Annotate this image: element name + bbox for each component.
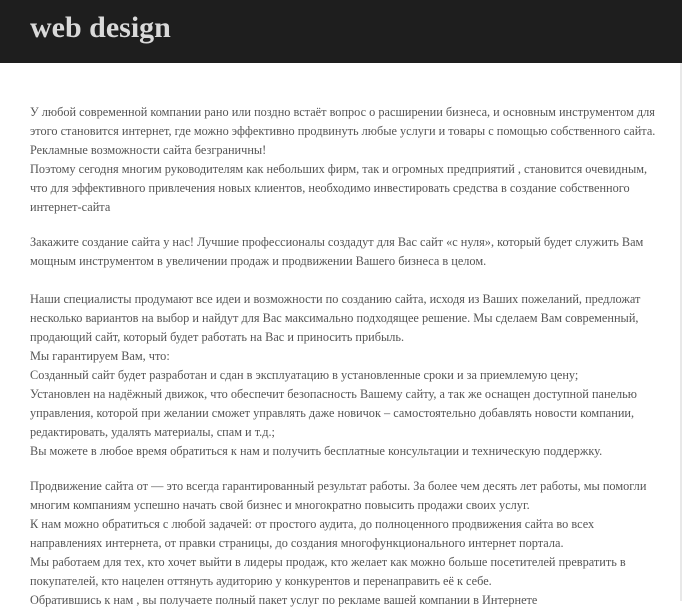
site-title: web design <box>30 11 171 44</box>
text-line: продающий сайт, который будет работать на Вас и приносить прибыль. <box>30 330 405 344</box>
text-line: Вы можете в любое время обратиться к нам и получить бесплатные консультации и техническую поддержку. <box>30 444 603 458</box>
text-line: Продвижение сайта от — это всегда гарантированный результат работы. За более чем десять лет работы, мы помогли <box>30 479 647 493</box>
paragraph-gap <box>30 461 645 477</box>
text-line: Мы гарантируем Вам, что: <box>30 349 170 363</box>
text-line: покупателей, кто нацелен оттянуть аудиторию у конкурентов и перенаправить её к себе. <box>30 574 492 588</box>
paragraph-gap <box>30 271 645 290</box>
text-line: интернет-сайта <box>30 200 111 214</box>
paragraph-specialists <box>30 290 645 461</box>
text-line: несколько вариантов на выбор и найдут для Вас максимально подходящее решение. Мы сделаем Вам современный, <box>30 311 639 325</box>
text-line: многим компаниям успешно начать свой бизнес и многократно повысить продажи своих услуг. <box>30 498 530 512</box>
text-line: Наши специалисты продумают все идеи и возможности по созданию сайта, исходя из Ваших пожеланий, предложат <box>30 292 641 306</box>
paragraph-intro <box>30 103 656 217</box>
text-line: что для эффективного привлечения новых клиентов, необходимо инвестировать средства в создание собственного <box>30 181 630 195</box>
text-line: Созданный сайт будет разработан и сдан в эксплуатацию в установленные сроки и за приемлемую цену; <box>30 368 579 382</box>
paragraph-order <box>30 233 645 271</box>
text-line: этого становится интернет, где можно эффективно продвинуть любые услуги и товары с помощью собственного сайта. <box>30 124 656 138</box>
text-line: К нам можно обратиться с любой задачей: от простого аудита, до полноценного продвижения сайта во всех <box>30 517 595 531</box>
text-line: Рекламные возможности сайта безграничны! <box>30 143 267 157</box>
text-line: Закажите создание сайта у нас! Лучшие профессионалы создадут для Вас сайт «с нуля», который будет служить Вам <box>30 235 644 249</box>
site-header <box>0 0 682 63</box>
paragraph-gap <box>30 217 645 233</box>
text-line: Обратившись к нам , вы получаете полный пакет услуг по рекламе вашей компании в Интернете <box>30 593 538 607</box>
text-line: мощным инструментом в увеличении продаж и продвижении Вашего бизнеса в целом. <box>30 254 487 268</box>
text-line: Установлен на надёжный движок, что обеспечит безопасность Вашему сайту, а так же оснащен доступной панелью <box>30 387 637 401</box>
article-body <box>30 103 656 610</box>
paragraph-promotion <box>30 477 645 610</box>
text-line: направлениях интернета, от правки страницы, до создания многофункционального интернет портала. <box>30 536 564 550</box>
text-line: Поэтому сегодня многим руководителям как небольших фирм, так и огромных предприятий , становится очевидным, <box>30 162 648 176</box>
text-line: редактировать, удалять материалы, спам и т.д.; <box>30 425 275 439</box>
text-line: У любой современной компании рано или поздно встаёт вопрос о расширении бизнеса, и основным инструментом для <box>30 105 655 119</box>
text-line: Мы работаем для тех, кто хочет выйти в лидеры продаж, кто желает как можно больше посетителей превратить в <box>30 555 626 569</box>
text-line: управления, которой при желании сможет управлять даже новичок – самостоятельно добавлять новости компании, <box>30 406 635 420</box>
